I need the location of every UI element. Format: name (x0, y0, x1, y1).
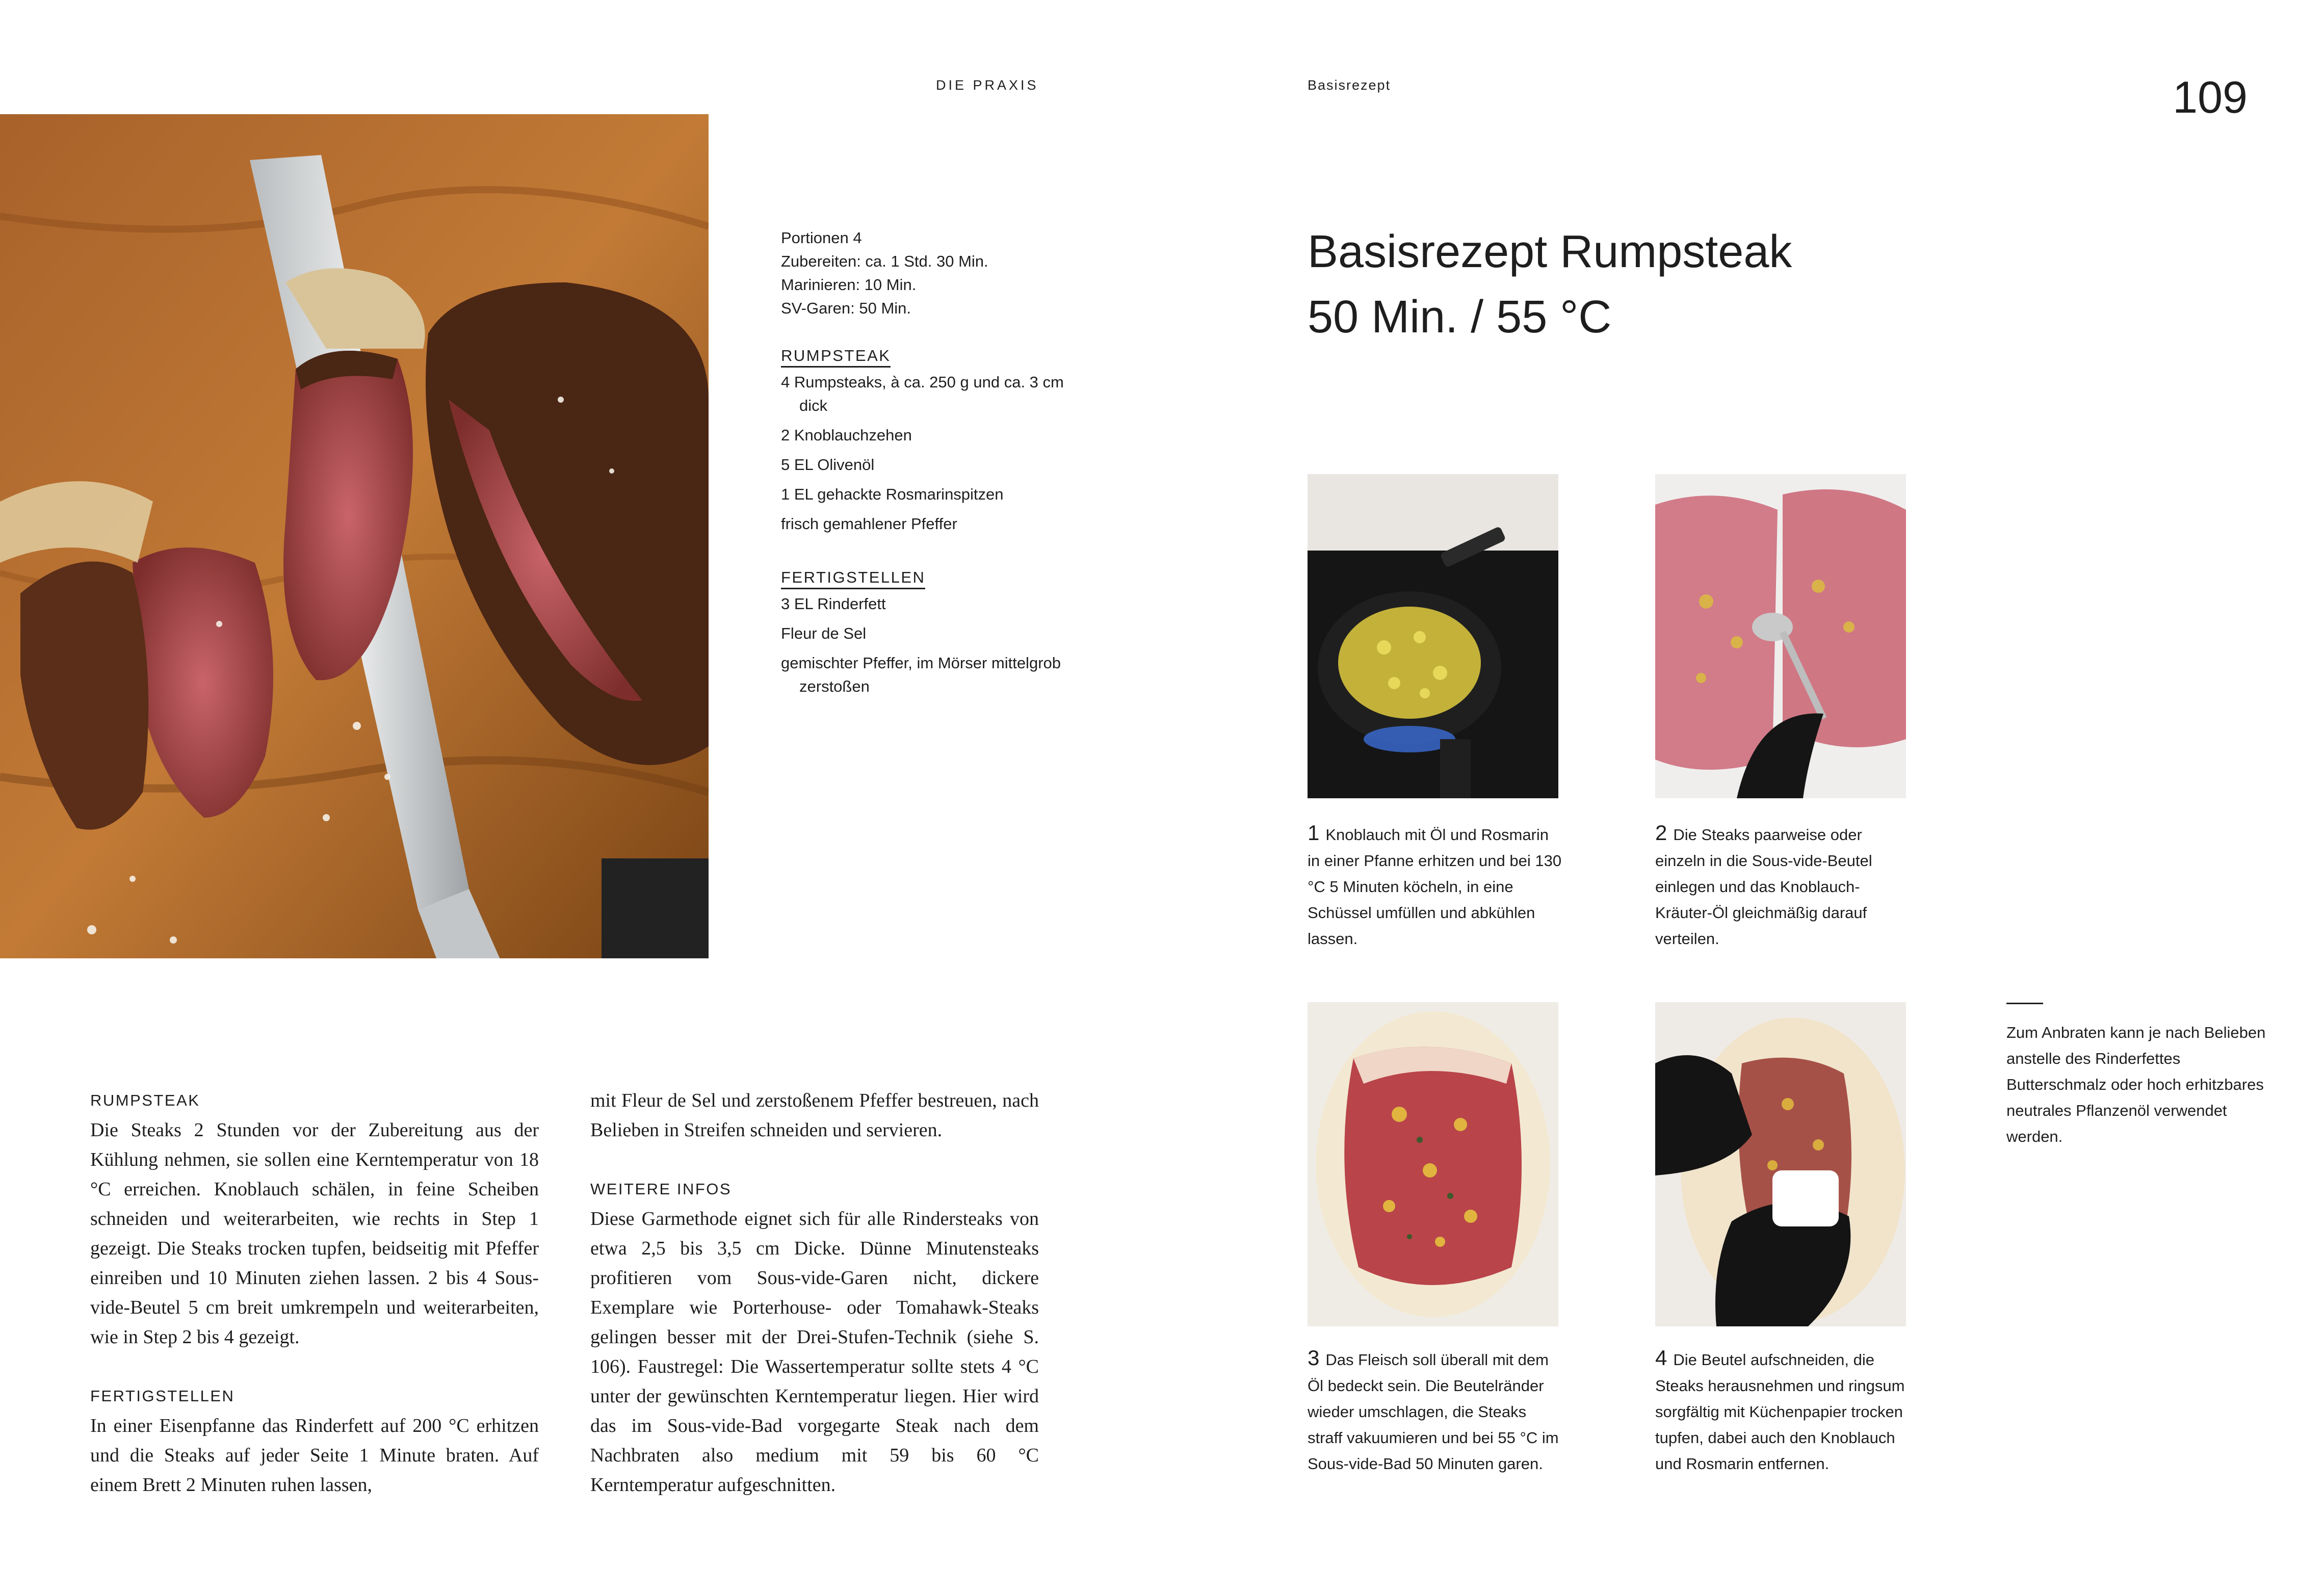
ingredient-item: Fleur de Sel (781, 624, 867, 642)
running-head-left: DIE PRAXIS (936, 77, 1039, 93)
body-paragraph: Die Steaks 2 Stunden vor der Zubereitung aus der Kühlung nehmen, sie sollen eine Kerntemperatur von 18 °C erreichen. Knoblauch schälen, in feine Scheiben schneiden und weiterarbeiten, wie rechts in Step 1 gezeigt. Die Steaks trocken tupfen, beidseitig mit Pfeffer einreiben und 10 Minuten ziehen lassen. 2 bis 4 Sous-vide-Beutel 5 cm breit umkrempeln und weiterarbeiten, wie in Step 2 bis 4 gezeigt. (90, 1119, 539, 1348)
ingredient-item: 3 EL Rinderfett (781, 595, 886, 613)
body-column-1 (90, 1086, 539, 1500)
step-2-number: 2 (1655, 821, 1667, 845)
step-4-description: Die Beutel aufschneiden, die Steaks herausnehmen und ringsum sorgfältig mit Küchenpapier trocken tupfen, dabei auch den Knoblauch und Rosmarin entfernen. (1655, 1351, 1905, 1473)
meta-prep-time: Zubereiten: ca. 1 Std. 30 Min. (781, 252, 988, 270)
step-3-photo (1308, 1002, 1558, 1326)
side-note: Zum Anbraten kann je nach Belieben anstelle des Rinderfettes Butterschmalz oder hoch erhitzbares neutrales Pflanzenöl verwendet werden. (2006, 1024, 2266, 1145)
recipe-title-line1: Basisrezept Rumpsteak (1308, 226, 1792, 277)
body-heading-rumpsteak: RUMPSTEAK (90, 1091, 200, 1109)
step-4-text (1655, 1345, 1910, 1477)
step-1-text (1308, 820, 1562, 952)
body-heading-fertigstellen: FERTIGSTELLEN (90, 1387, 235, 1405)
recipe-meta (781, 226, 1087, 704)
step-3-number: 3 (1308, 1346, 1320, 1370)
recipe-title (1308, 219, 1792, 350)
hero-steak-photo (0, 114, 709, 958)
meta-marinate-time: Marinieren: 10 Min. (781, 276, 917, 294)
step-4-photo (1655, 1002, 1906, 1326)
ingredients-heading-rumpsteak: RUMPSTEAK (781, 346, 891, 368)
ingredient-item: 5 EL Olivenöl (781, 456, 875, 474)
step-1-photo (1308, 474, 1558, 798)
ingredients-heading-fertigstellen: FERTIGSTELLEN (781, 567, 925, 589)
running-head-right: Basisrezept (1308, 77, 1391, 93)
steaks-in-bag-image (1655, 474, 1906, 798)
step-2-text (1655, 820, 1910, 952)
ingredient-item: gemischter Pfeffer, im Mörser mittelgrob zerstoßen (781, 654, 1061, 695)
step-3-text (1308, 1345, 1562, 1477)
body-paragraph: mit Fleur de Sel und zerstoßenem Pfeffer bestreuen, nach Belieben in Streifen schneiden und servieren. (590, 1090, 1039, 1141)
ingredient-item: 4 Rumpsteaks, à ca. 250 g und ca. 3 cm dick (781, 373, 1064, 414)
body-column-2 (590, 1086, 1039, 1500)
steak-knife-image (0, 114, 709, 958)
step-2-description: Die Steaks paarweise oder einzeln in die Sous-vide-Beutel einlegen und das Knoblauch-Kräuter-Öl gleichmäßig darauf verteilen. (1655, 826, 1872, 948)
step-4-number: 4 (1655, 1346, 1667, 1370)
side-note-rule (2006, 1003, 2043, 1004)
meta-portions: Portionen 4 (781, 229, 862, 247)
step-2-photo (1655, 474, 1906, 798)
step-1-number: 1 (1308, 821, 1320, 845)
pan-garlic-oil-image (1308, 474, 1558, 798)
recipe-title-line2: 50 Min. / 55 °C (1308, 292, 1612, 343)
ingredient-item: frisch gemahlener Pfeffer (781, 515, 957, 533)
ingredient-item: 2 Knoblauchzehen (781, 426, 912, 444)
step-3-description: Das Fleisch soll überall mit dem Öl bedeckt sein. Die Beutelränder wieder umschlagen, die Steaks straff vakuumieren und bei 55 °C im Sous-vide-Bad 50 Minuten garen. (1308, 1351, 1559, 1473)
steak-oil-covered-image (1308, 1002, 1558, 1326)
step-1-description: Knoblauch mit Öl und Rosmarin in einer Pfanne erhitzen und bei 130 °C 5 Minuten köcheln, in eine Schüssel umfüllen und abkühlen lassen. (1308, 826, 1562, 948)
pat-steak-dry-image (1655, 1002, 1906, 1326)
body-heading-weitere-infos: WEITERE INFOS (590, 1180, 732, 1198)
body-paragraph: In einer Eisenpfanne das Rinderfett auf 200 °C erhitzen und die Steaks auf jeder Seite 1 Minute braten. Auf einem Brett 2 Minuten ruhen lassen, (90, 1415, 539, 1496)
ingredient-item: 1 EL gehackte Rosmarinspitzen (781, 485, 1004, 503)
body-paragraph: Diese Garmethode eignet sich für alle Rindersteaks von etwa 2,5 bis 3,5 cm Dicke. Dünne Minutensteaks profitieren vom Sous-vide-Garen nicht, dickere Exemplare wie Porterhouse- oder Tomahawk-Steaks gelingen besser mit der Drei-Stufen-Technik (siehe S. 106). Faustregel: Die Wassertemperatur sollte stets 4 °C unter der gewünschten Kerntemperatur liegen. Hier wird das im Sous-vide-Bad vorgegarte Steak nach dem Nachbraten also medium mit 59 bis 60 °C Kerntemperatur aufgeschnitten. (590, 1208, 1039, 1496)
page-number: 109 (2173, 72, 2248, 122)
meta-sv-time: SV-Garen: 50 Min. (781, 299, 911, 317)
